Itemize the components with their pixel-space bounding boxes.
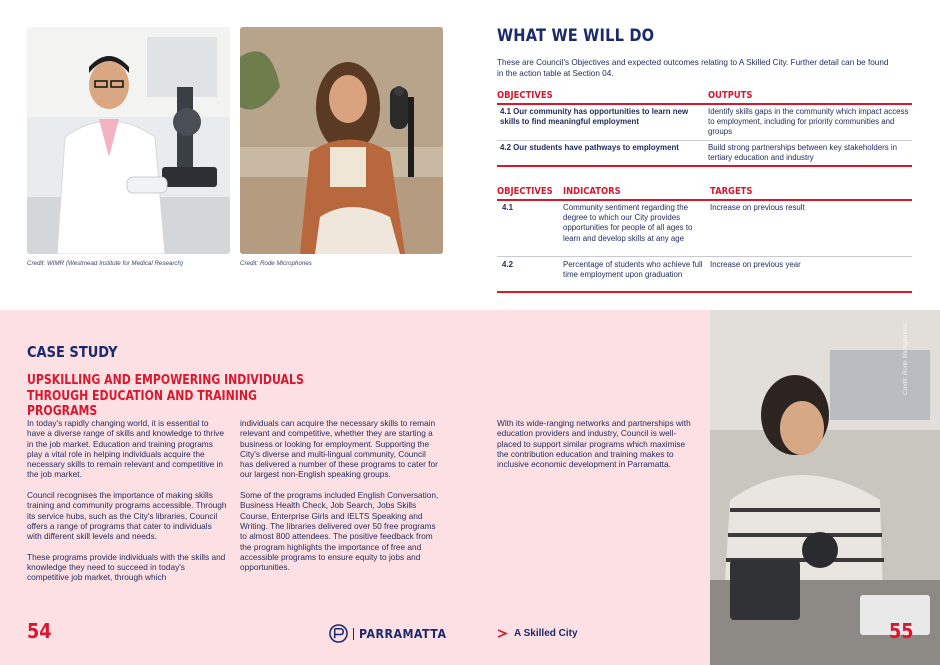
logo-wordmark: PARRAMATTA (359, 626, 447, 641)
indicators-row-1-indicator: Community sentiment regarding the degree to which our City provides opportunities for people of all ages to learn and develop skills at any age (563, 203, 693, 243)
indicators-table-bottom-rule (497, 291, 912, 293)
case-study-paragraph: Council recognises the importance of making skills training and community programs accessible. Through its service hubs, such as the City's libraries, Council offers a range of programs that cater to individuals with different skill levels and needs. (27, 490, 227, 542)
case-study-column-1 (27, 418, 227, 593)
outputs-row-1-output: Identify skills gaps in the community which impact access to employment, including for priority communities and groups (708, 107, 909, 137)
right-photo-credit: Credit: Rode Microphones (902, 323, 909, 395)
what-we-will-do-title: WHAT WE WILL DO (497, 26, 655, 46)
chevron-right-icon (497, 629, 508, 638)
page-number-right: 55 (889, 619, 914, 643)
section-label (497, 628, 578, 639)
outputs-table-header-outputs: OUTPUTS (708, 90, 753, 101)
parramatta-logo (329, 624, 454, 643)
indicators-row-1-objective: 4.1 (502, 203, 513, 212)
indicators-table-header-targets: TARGETS (710, 186, 753, 197)
case-study-paragraph: In today's rapidly changing world, it is essential to have a diverse range of skills and knowledge to thrive in the job market. Education and training programs play a vital role in helping individuals acquire the necessary skills to remain relevant and competitive in the job market. (27, 418, 224, 480)
workshop-photo (710, 310, 940, 665)
middle-photo-credit: Credit: Rode Microphones (240, 260, 312, 267)
outputs-table-bottom-rule (497, 165, 912, 167)
scientist-photo (27, 27, 230, 254)
indicators-table-header-objectives: OBJECTIVES (497, 186, 553, 197)
indicators-table-header-rule (497, 199, 912, 201)
page-number-left: 54 (27, 619, 52, 643)
indicators-row-2-indicator: Percentage of students who achieve full time employment upon graduation (563, 260, 703, 280)
section-name: A Skilled City (514, 628, 578, 639)
what-we-will-do-intro: These are Council's Objectives and expected outcomes relating to A Skilled City. Further detail can be found in the action table at Section 04. (497, 58, 889, 78)
outputs-row-2-objective: 4.2 Our students have pathways to employment (500, 143, 679, 152)
outputs-row-1-objective: 4.1 Our community has opportunities to learn new skills to find meaningful employment (500, 107, 689, 127)
indicators-table-header-indicators: INDICATORS (563, 186, 621, 197)
city-crest-icon (329, 624, 348, 643)
indicators-row-2-objective: 4.2 (502, 260, 513, 269)
outputs-table-header-rule (497, 103, 912, 105)
case-study-paragraph: With its wide-ranging networks and partnerships with education providers and industry, Council is well-placed to support similar programs which maximise the contribution education and training makes to inclusive economic development in Parramatta. (497, 418, 691, 470)
case-study-column-3 (497, 418, 693, 480)
logo-separator (353, 628, 354, 640)
outputs-table-header-objectives: OBJECTIVES (497, 90, 553, 101)
indicators-row-1-target: Increase on previous result (710, 203, 805, 212)
podcaster-photo (240, 27, 443, 254)
left-photo-credit: Credit: WIMR (Westmead Institute for Medical Research) (27, 260, 183, 267)
case-study-paragraph: These programs provide individuals with the skills and knowledge they need to succeed in today's competitive job market, through which (27, 551, 226, 583)
outputs-row-divider (497, 140, 912, 141)
case-study-paragraph: Some of the programs included English Conversation, Business Health Check, Job Search, Jobs Skills Course, Enterprise Girls and IELTS Speaking and Writing. The libraries delivered over 50 free programs to almost 800 attendees. The positive feedback from the program highlights the importance of free and accessible programs to ensure equity to jobs and opportunities. (240, 490, 439, 573)
indicators-row-divider (497, 256, 912, 257)
case-study-heading: UPSKILLING AND EMPOWERING INDIVIDUALS THROUGH EDUCATION AND TRAINING PROGRAMS (27, 373, 304, 419)
case-study-label: CASE STUDY (27, 343, 118, 361)
indicators-row-2-target: Increase on previous year (710, 260, 801, 269)
case-study-paragraph: individuals can acquire the necessary skills to remain relevant and competitive, whether they are starting a business or looking for employment. Supporting the City's diverse and multi-lingual community, Council has delivered a number of these programs to cater for our largest non-English speaking groups. (240, 418, 438, 480)
case-study-column-2 (240, 418, 440, 583)
outputs-row-2-output: Build strong partnerships between key stakeholders in tertiary education and industry (708, 143, 898, 163)
